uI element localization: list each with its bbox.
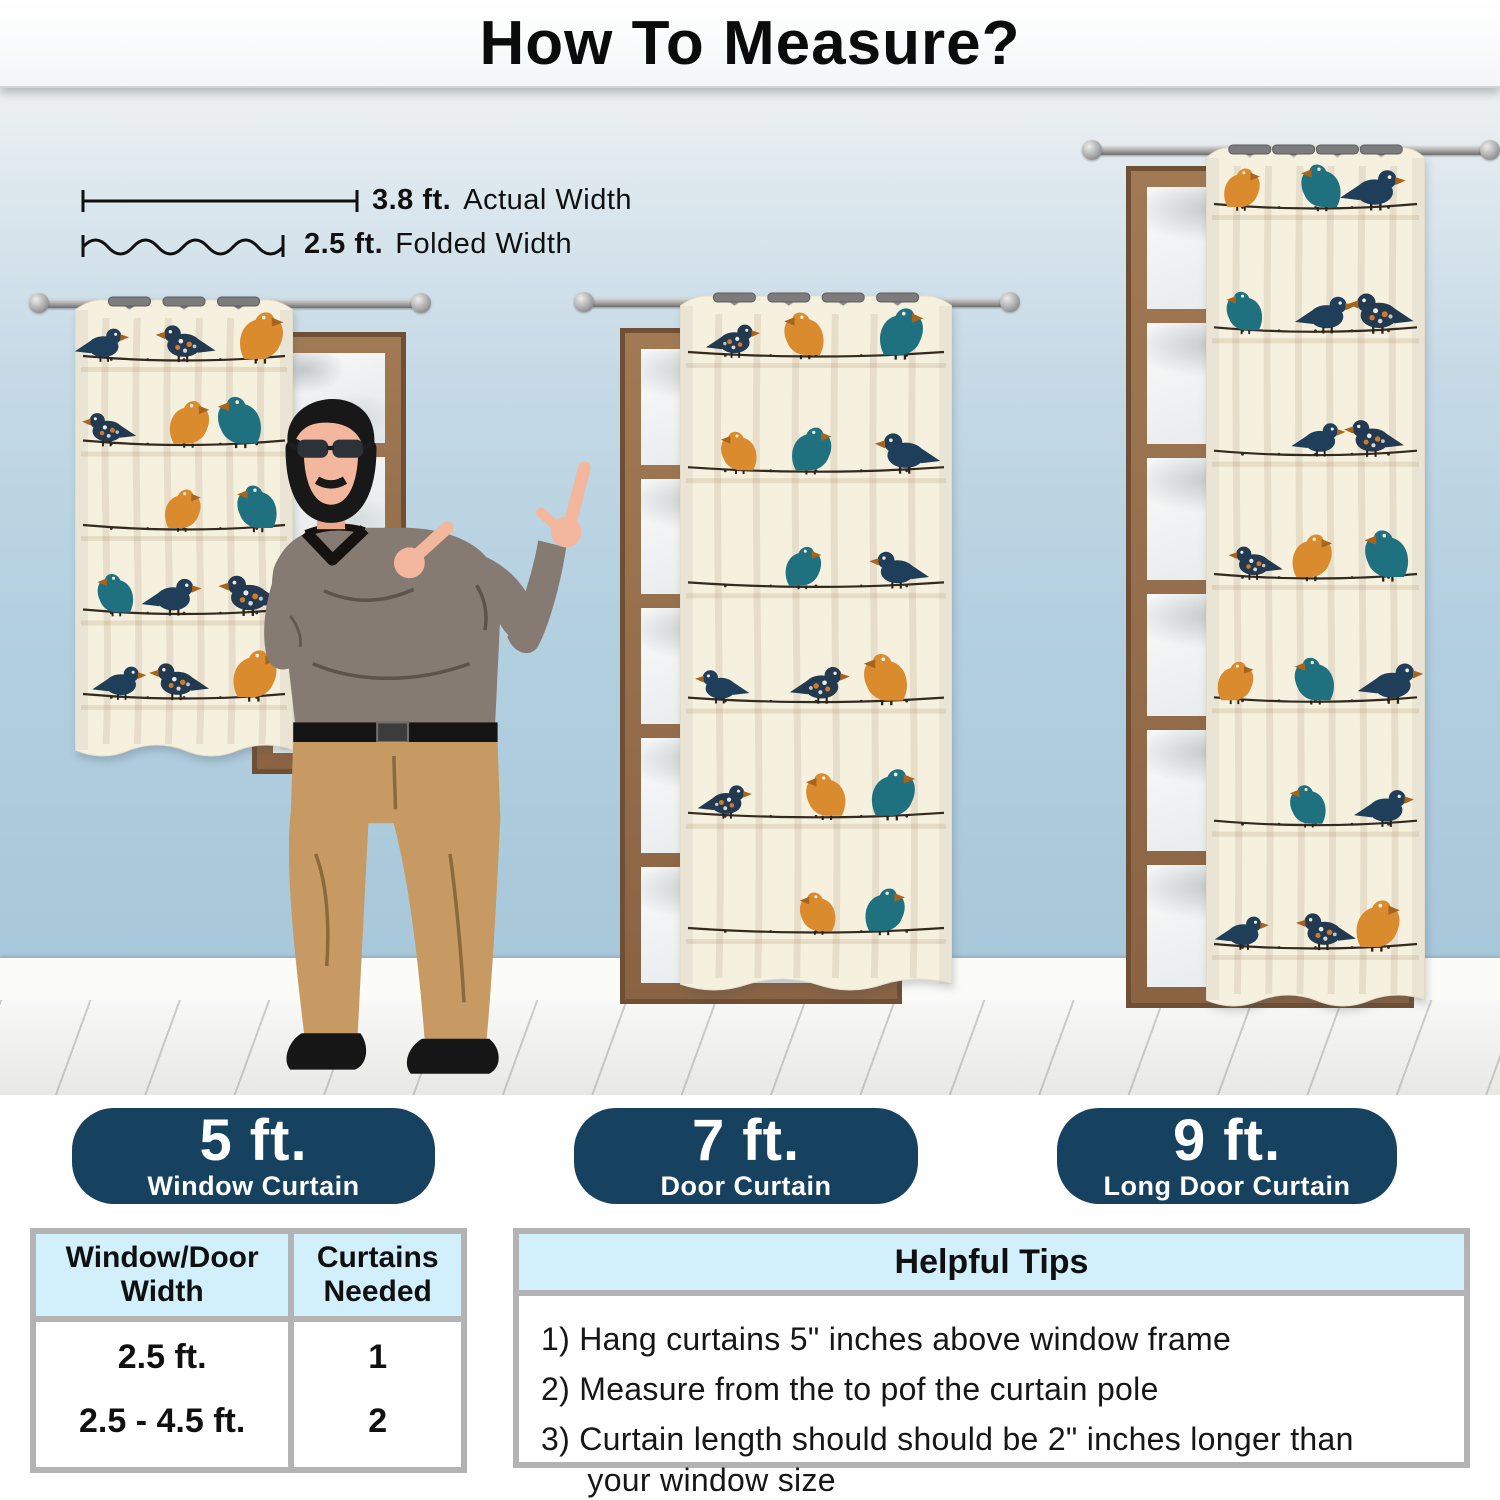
- actual-width-measure: [80, 184, 632, 217]
- man-illustration: [198, 378, 674, 1078]
- table-cell: 1: [368, 1337, 388, 1376]
- page-title: How To Measure?: [479, 8, 1021, 78]
- tip-item: 3) Curtain length should should be 2" inches longer than your window size: [541, 1420, 1354, 1498]
- room-scene: [0, 86, 1500, 1095]
- badge-label: Window Curtain: [147, 1171, 360, 1201]
- badge-label: Long Door Curtain: [1103, 1171, 1351, 1201]
- table-header-width: Window/Door Width: [36, 1234, 294, 1322]
- actual-width-label: Actual Width: [463, 184, 633, 216]
- folded-width-label: Folded Width: [395, 228, 573, 260]
- rod-finial-icon: [1480, 140, 1500, 160]
- rod-finial-icon: [411, 293, 431, 313]
- table-cell: 2: [368, 1402, 388, 1440]
- straight-measure-line-icon: [80, 187, 360, 215]
- badge-size: 9 ft.: [1172, 1108, 1282, 1173]
- helpful-tips-panel: [513, 1228, 1470, 1498]
- man-pointing-icon: [198, 378, 674, 1078]
- badge-door-curtain: [574, 1108, 918, 1204]
- folded-width-measure: [80, 228, 572, 261]
- rod-finial-icon: [29, 293, 49, 313]
- wavy-measure-line-icon: [80, 230, 292, 260]
- curtain-panel: [1206, 138, 1425, 1014]
- tips-title: Helpful Tips: [519, 1234, 1464, 1296]
- badge-label: Door Curtain: [660, 1171, 832, 1201]
- badge-size: 5 ft.: [199, 1108, 308, 1173]
- table-cell: 2.5 - 4.5 ft.: [36, 1392, 294, 1467]
- tip-item: 2) Measure from the to pof the curtain pole: [541, 1370, 1159, 1407]
- rod-finial-icon: [1082, 140, 1102, 160]
- curtain-panel: [680, 286, 952, 998]
- actual-width-value: 3.8 ft.: [372, 184, 452, 216]
- rod-finial-icon: [574, 292, 594, 312]
- rod-finial-icon: [1000, 292, 1020, 312]
- badge-window-curtain: [72, 1108, 435, 1204]
- curtain-sizing-table: [30, 1228, 467, 1473]
- table-header-needed: Curtains Needed: [294, 1234, 461, 1322]
- badge-long-door-curtain: [1057, 1108, 1397, 1204]
- badge-size: 7 ft.: [691, 1108, 801, 1173]
- table-cell: 2.5 ft.: [36, 1322, 294, 1392]
- info-section: [0, 1095, 1500, 1500]
- tip-item: 1) Hang curtains 5" inches above window frame: [541, 1321, 1232, 1357]
- tips-list: [519, 1296, 1464, 1500]
- folded-width-value: 2.5 ft.: [304, 228, 384, 260]
- title-bar: [0, 0, 1500, 88]
